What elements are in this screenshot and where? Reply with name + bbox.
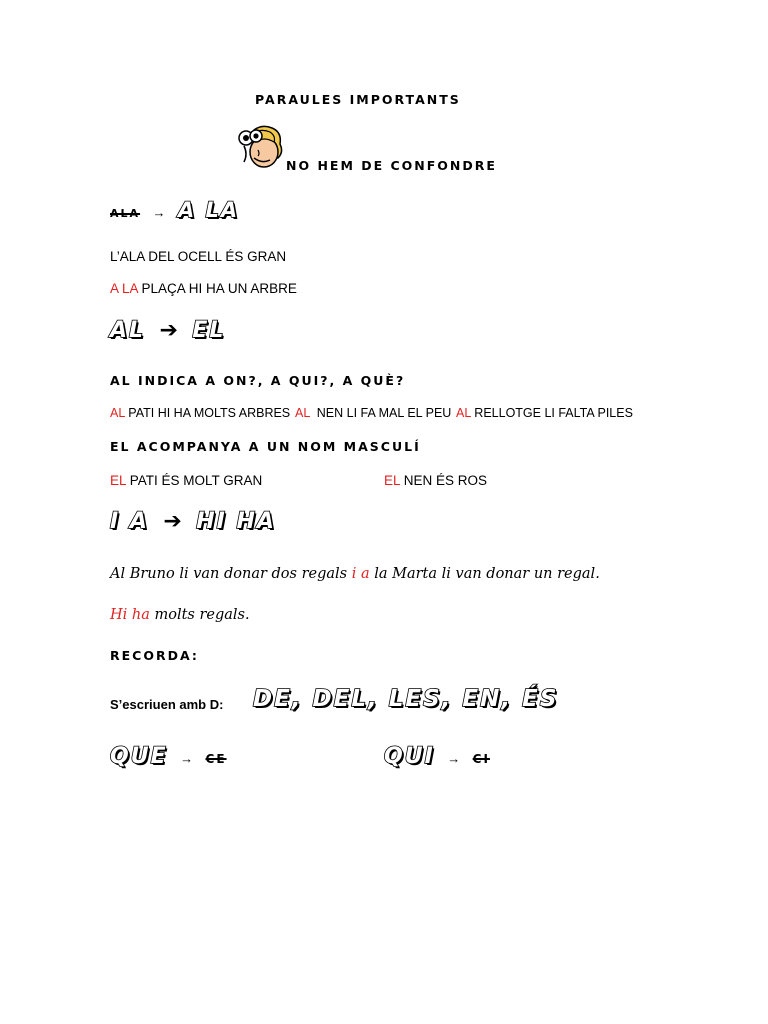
ala-example-2 xyxy=(110,281,297,296)
d-words: DE, DEL, LES, EN, ÉS xyxy=(253,686,559,712)
ia-hiha-rule xyxy=(110,509,276,534)
arrow-icon: → xyxy=(447,751,461,766)
example-text: PLAÇA HI HA UN ARBRE xyxy=(137,281,297,296)
wrong-word-ala: ALA xyxy=(110,207,141,220)
al-examples-row xyxy=(110,406,290,420)
el-example-pati xyxy=(110,473,262,488)
bold-arrow-icon: ➔ xyxy=(159,318,178,343)
highlight-text: AL xyxy=(295,406,310,420)
example-text: PATI HI HA MOLTS ARBRES xyxy=(124,406,291,420)
page-title: PARAULES IMPORTANTS xyxy=(255,92,461,107)
cartoon-face-icon xyxy=(234,124,286,172)
el-example-nen xyxy=(384,473,487,488)
recorda-heading: RECORDA: xyxy=(110,648,199,663)
correct-word-a-la: A LA xyxy=(177,198,240,222)
sentence-text: Al Bruno li van donar dos regals xyxy=(110,566,352,582)
example-text: NEN LI FA MAL EL PEU xyxy=(309,406,452,420)
word-que: QUE xyxy=(110,744,168,769)
hiha-sentence-1 xyxy=(110,566,600,582)
highlight-text: Hi ha xyxy=(110,607,150,623)
highlight-text: A LA xyxy=(110,281,138,296)
highlight-text: EL xyxy=(384,473,401,488)
ala-rule xyxy=(110,198,239,222)
arrow-icon: → xyxy=(152,205,166,220)
example-text: NEN ÉS ROS xyxy=(400,473,488,488)
arrow-icon: → xyxy=(180,751,194,766)
word-al: AL xyxy=(110,318,146,343)
highlight-text: i a xyxy=(351,566,370,582)
ala-example-1: L’ALA DEL OCELL ÉS GRAN xyxy=(110,249,287,264)
al-example-nen xyxy=(295,406,451,420)
word-qui: QUI xyxy=(384,744,435,769)
el-acompanya-heading: EL ACOMPANYA A UN NOM MASCULÍ xyxy=(110,439,421,454)
word-i-a: I A xyxy=(110,509,149,534)
wrong-word-ce: CE xyxy=(205,752,227,766)
wrong-word-ci: CI xyxy=(472,752,490,766)
que-rule xyxy=(110,744,227,769)
al-example-rellotge xyxy=(456,406,633,420)
hiha-sentence-2 xyxy=(110,607,250,623)
highlight-text: AL xyxy=(456,406,471,420)
example-text: PATI ÉS MOLT GRAN xyxy=(126,473,263,488)
highlight-text: AL xyxy=(110,406,125,420)
bold-arrow-icon: ➔ xyxy=(163,509,182,534)
word-hi-ha: HI HA xyxy=(196,509,276,534)
sentence-text: la Marta li van donar un regal. xyxy=(369,566,600,582)
page-subtitle: NO HEM DE CONFONDRE xyxy=(286,158,497,173)
sentence-text: molts regals. xyxy=(149,607,250,623)
al-el-rule xyxy=(110,318,225,343)
example-text: RELLOTGE LI FALTA PILES xyxy=(470,406,633,420)
word-el: EL xyxy=(192,318,226,343)
escriuen-label: S’escriuen amb D: xyxy=(110,697,224,712)
al-indica-heading: AL INDICA A ON?, A QUI?, A QUÈ? xyxy=(110,373,406,388)
qui-rule xyxy=(384,744,490,769)
highlight-text: EL xyxy=(110,473,127,488)
